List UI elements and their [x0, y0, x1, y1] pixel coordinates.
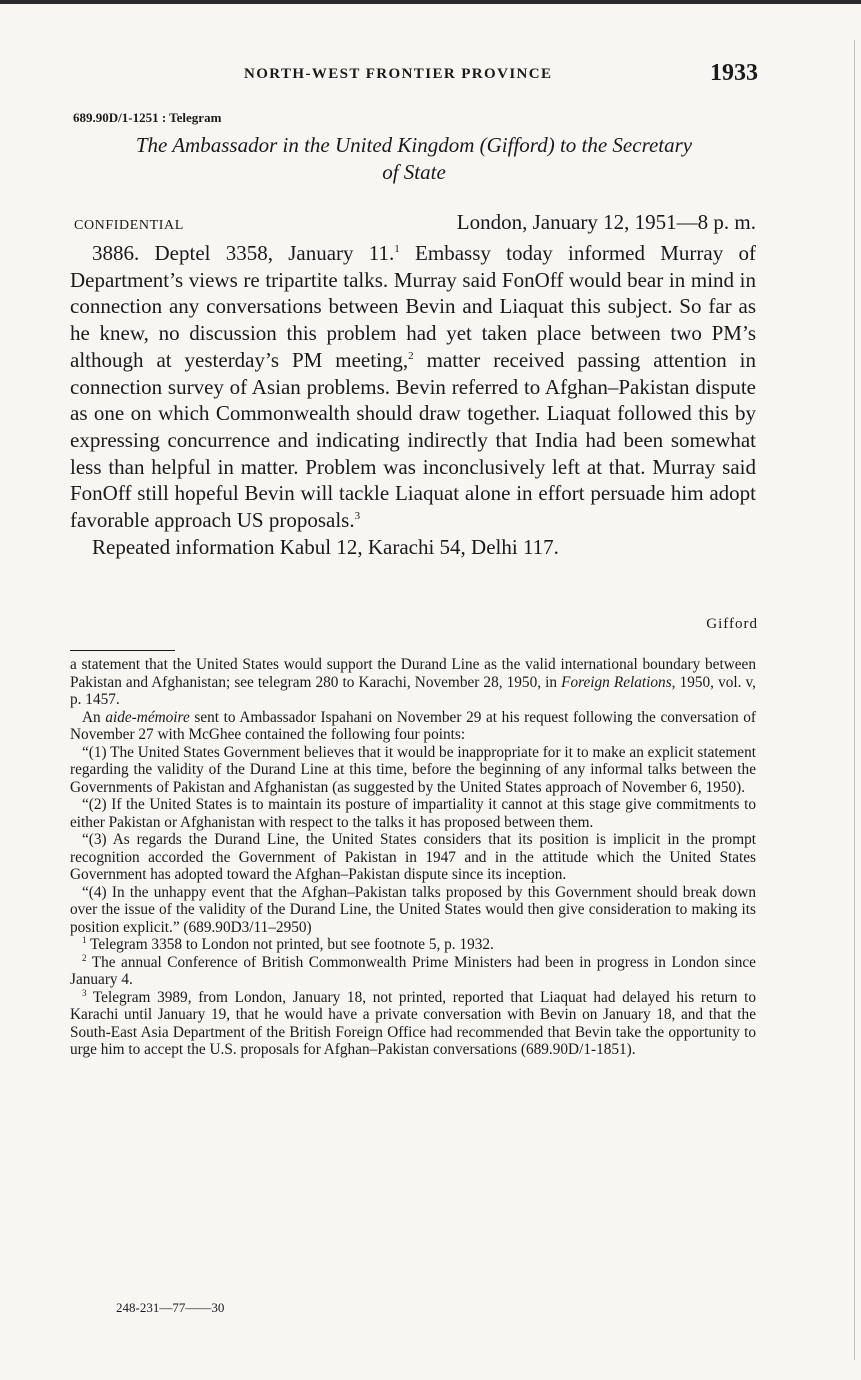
body-paragraph-1: 3886. Deptel 3358, January 11.$^1$ Embassy today informed Murray of Department’s views re tripartite talks. Murray said FonOff would bear in mind in connection any conversations between Bevin and Liaquat this subject. So far as he knew, no discussion this problem had yet taken place between two PM’s although at yesterday’s PM meeting,$^2$ matter received passing attention in connection survey of Asian problems. Bevin referred to Afghan–Pakistan dispute as one on which Commonwealth should draw together. Liaquat followed this by expressing concurrence and indicating indirectly that India had been somewhat less than helpful in matter. Problem was inconclusively left at that. Murray said FonOff still hopeful Bevin will tackle Liaquat alone in effort persuade him adopt favorable approach US proposals.$^3$ [70, 241, 756, 533]
document-title-line-2: of State [382, 160, 446, 184]
footnotes [70, 656, 756, 1059]
telegram-body [70, 240, 756, 560]
dateline-row [70, 210, 756, 238]
footnote-ref-2: 2 [408, 349, 414, 362]
footnote-divider [70, 650, 175, 651]
print-code: 248-231—77——30 [116, 1300, 225, 1315]
footnote-point-2: “(2) If the United States is to maintain its posture of impartiality it cannot at this stage give commitments to either Pakistan or Afghanistan with respect to the talks it has proposed between them. [70, 796, 756, 831]
footnote-point-4: “(4) In the unhappy event that the Afghan–Pakistan talks proposed by this Government should break down over the issue of the validity of the Durand Line, the United States would then give consideration to making its position explicit.” (689.90D3/11–2950) [70, 883, 756, 936]
footnote-point-3: “(3) As regards the Durand Line, the United States considers that its position is implicit in the prompt recognition accorded the Government of Pakistan in 1947 and in the attitude which the United States Government has adopted toward the Afghan–Pakistan dispute since its inception. [70, 831, 756, 883]
footnote-ref-1: 1 [394, 243, 400, 255]
running-head-title: NORTH-WEST FRONTIER PROVINCE [244, 66, 553, 82]
document-title-line-1: The Ambassador in the United Kingdom (Gifford) to the Secretary [135, 133, 693, 157]
page-edge-line [854, 40, 855, 1360]
body-paragraph-2: Repeated information Kabul 12, Karachi 54, Delhi 117. [92, 534, 559, 559]
document-title [70, 132, 758, 186]
document-file-id: 689.90D/1-1251 : Telegram [73, 110, 222, 125]
footnote-ref-3: 3 [354, 510, 361, 523]
classification-label: CONFIDENTIAL [74, 218, 184, 233]
dateline: London, January 12, 1951—8 p. m. [456, 210, 756, 234]
footnote-2: $^2$ The annual Conference of British Commonwealth Prime Ministers had been in progress in London since January 4. [70, 952, 756, 988]
footnote-3: $^3$ Telegram 3989, from London, January 18, not printed, reported that Liaquat had delayed his return to Karachi until January 19, that he would have a private conversation with Bevin on January 18, and that the South-East Asia Department of the British Foreign Office had recommended that Bevin take the opportunity to urge him to accept the U.S. proposals for Afghan–Pakistan conversations (689.90D/1-1851). [70, 987, 756, 1058]
footnote-point-1: “(1) The United States Government believes that it would be inappropriate for it to make an explicit statement regarding the validity of the Durand Line at this time, before the beginning of any informal talks between the Governments of Pakistan and Afghanistan (as suggested by the United States approach of November 6, 1950). [70, 743, 756, 796]
footnote-continued: a statement that the United States would support the Durand Line as the valid international boundary between Pakistan and Afghanistan; see telegram 280 to Karachi, November 28, 1950, in Foreign Relations, 1950, vol. v, p. 1457. [70, 656, 756, 708]
footnote-1: $^1$ Telegram 3358 to London not printed, but see footnote 5, p. 1932. [82, 934, 494, 953]
page-number: 1933 [710, 60, 758, 86]
signature: Gifford [706, 616, 758, 632]
page-top-border [0, 0, 861, 4]
running-head [70, 60, 758, 90]
footnote-aide-memoire: An aide-mémoire sent to Ambassador Ispahani on November 29 at his request following the conversation of November 27 with McGhee contained the following four points: [70, 708, 756, 743]
